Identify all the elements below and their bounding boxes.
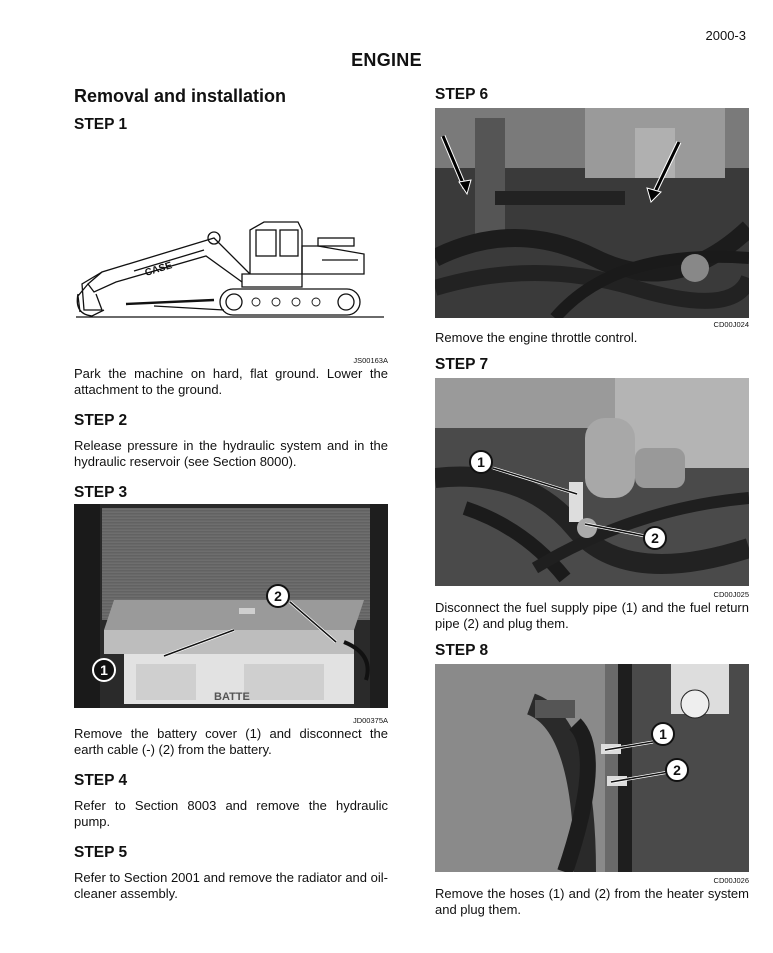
figure-code: CD00J026 — [713, 876, 749, 885]
callout-1: 1 — [469, 450, 493, 474]
excavator-illustration — [74, 138, 388, 356]
figure-code: JS00163A — [353, 356, 388, 365]
figure-code: JD00375A — [352, 716, 388, 725]
step-5-title: STEP 5 — [74, 844, 128, 861]
fuel-pipe-photo-image — [435, 378, 749, 586]
battery-brand-text: BATTE — [214, 691, 250, 703]
heater-hose-photo-image — [435, 664, 749, 872]
case-logo: CASE — [143, 260, 174, 279]
step-6-text: Remove the engine throttle control. — [435, 330, 638, 345]
step-4-text: Refer to Section 8003 and remove the hydraulic pump. — [74, 798, 388, 829]
right-column — [435, 86, 749, 918]
throttle-photo-image — [435, 108, 749, 318]
step-8-text: Remove the hoses (1) and (2) from the heater system and plug them. — [435, 886, 749, 917]
callout-2: 2 — [665, 758, 689, 782]
left-column — [74, 86, 388, 902]
page-title: ENGINE — [351, 50, 422, 70]
battery-photo — [74, 504, 388, 708]
page-number: 2000-3 — [705, 28, 746, 43]
step-5-text: Refer to Section 2001 and remove the radiator and oil-cleaner assembly. — [74, 870, 388, 901]
step-1-text: Park the machine on hard, flat ground. Lower the attachment to the ground. — [74, 366, 388, 397]
section-title: Removal and installation — [74, 86, 287, 106]
step-6-title: STEP 6 — [435, 86, 489, 103]
throttle-photo — [435, 108, 749, 318]
step-4-title: STEP 4 — [74, 772, 128, 789]
step-3-title: STEP 3 — [74, 484, 128, 501]
fuel-pipe-photo — [435, 378, 749, 586]
callout-2: 2 — [266, 584, 290, 608]
step-7-title: STEP 7 — [435, 356, 489, 373]
callout-2: 2 — [643, 526, 667, 550]
step-8-title: STEP 8 — [435, 642, 489, 659]
callout-1: 1 — [92, 658, 116, 682]
heater-hose-photo — [435, 664, 749, 872]
step-2-title: STEP 2 — [74, 412, 128, 429]
step-7-text: Disconnect the fuel supply pipe (1) and the fuel return pipe (2) and plug them. — [435, 600, 749, 631]
callout-1: 1 — [651, 722, 675, 746]
step-2-text: Release pressure in the hydraulic system and in the hydraulic reservoir (see Section 8000). — [74, 438, 388, 469]
figure-code: CD00J025 — [713, 590, 749, 599]
excavator-drawing — [74, 134, 388, 324]
step-3-text: Remove the battery cover (1) and disconnect the earth cable (-) (2) from the battery. — [74, 726, 388, 757]
step-1-title: STEP 1 — [74, 116, 128, 133]
battery-photo-image — [74, 504, 388, 708]
figure-code: CD00J024 — [713, 320, 749, 329]
